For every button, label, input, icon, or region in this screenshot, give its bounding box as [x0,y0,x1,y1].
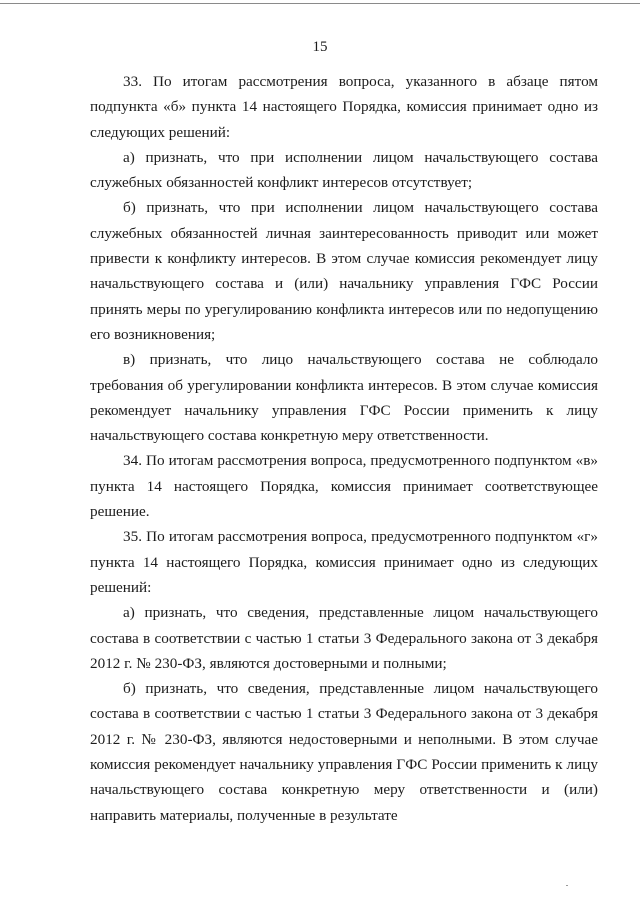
paragraph-33-a: а) признать, что при исполнении лицом начальствующего состава служебных обязанностей конфликт интересов отсутствует; [90,148,598,192]
scan-speck [566,885,568,886]
paragraph-33-b: б) признать, что при исполнении лицом начальствующего состава служебных обязанностей личная заинтересованность приводит или может привести к конфликту интересов. В этом случае комиссия рекомендует лицу начальствующего состава и (или) начальнику управления ГФС России принять меры по урегулированию конфликта интересов или по недопущению его возникновения; [90,199,598,343]
paragraph-35-a: а) признать, что сведения, представленные лицом начальствующего состава в соответствии с частью 1 статьи 3 Федерального закона от 3 декабря 2012 г. № 230-ФЗ, являются достоверными и полными; [90,604,598,672]
document-body [90,69,598,828]
top-border-line [0,3,640,4]
paragraph-34: 34. По итогам рассмотрения вопроса, предусмотренного подпунктом «в» пункта 14 настоящего Порядка, комиссия принимает соответствующее решение. [90,452,598,521]
paragraph-35: 35. По итогам рассмотрения вопроса, предусмотренного подпунктом «г» пункта 14 настоящего Порядка, комиссия принимает одно из следующих решений: [90,528,598,596]
paragraph-33-v: в) признать, что лицо начальствующего состава не соблюдало требования об урегулировании конфликта интересов. В этом случае комиссия рекомендует начальнику управления ГФС России применить к лицу начальствующего состава конкретную меру ответственности. [90,351,598,445]
paragraph-35-b: б) признать, что сведения, представленные лицом начальствующего состава в соответствии с частью 1 статьи 3 Федерального закона от 3 декабря 2012 г. № 230-ФЗ, являются недостоверными и неполными. В этом случае комиссия рекомендует начальнику управления ГФС России применить к лицу начальствующего состава конкретную меру ответственности и (или) направить материалы, полученные в результате [90,680,598,824]
page-number: 15 [312,39,328,55]
paragraph-33: 33. По итогам рассмотрения вопроса, указанного в абзаце пятом подпункта «б» пункта 14 настоящего Порядка, комиссия принимает одно из следующих решений: [90,73,598,141]
